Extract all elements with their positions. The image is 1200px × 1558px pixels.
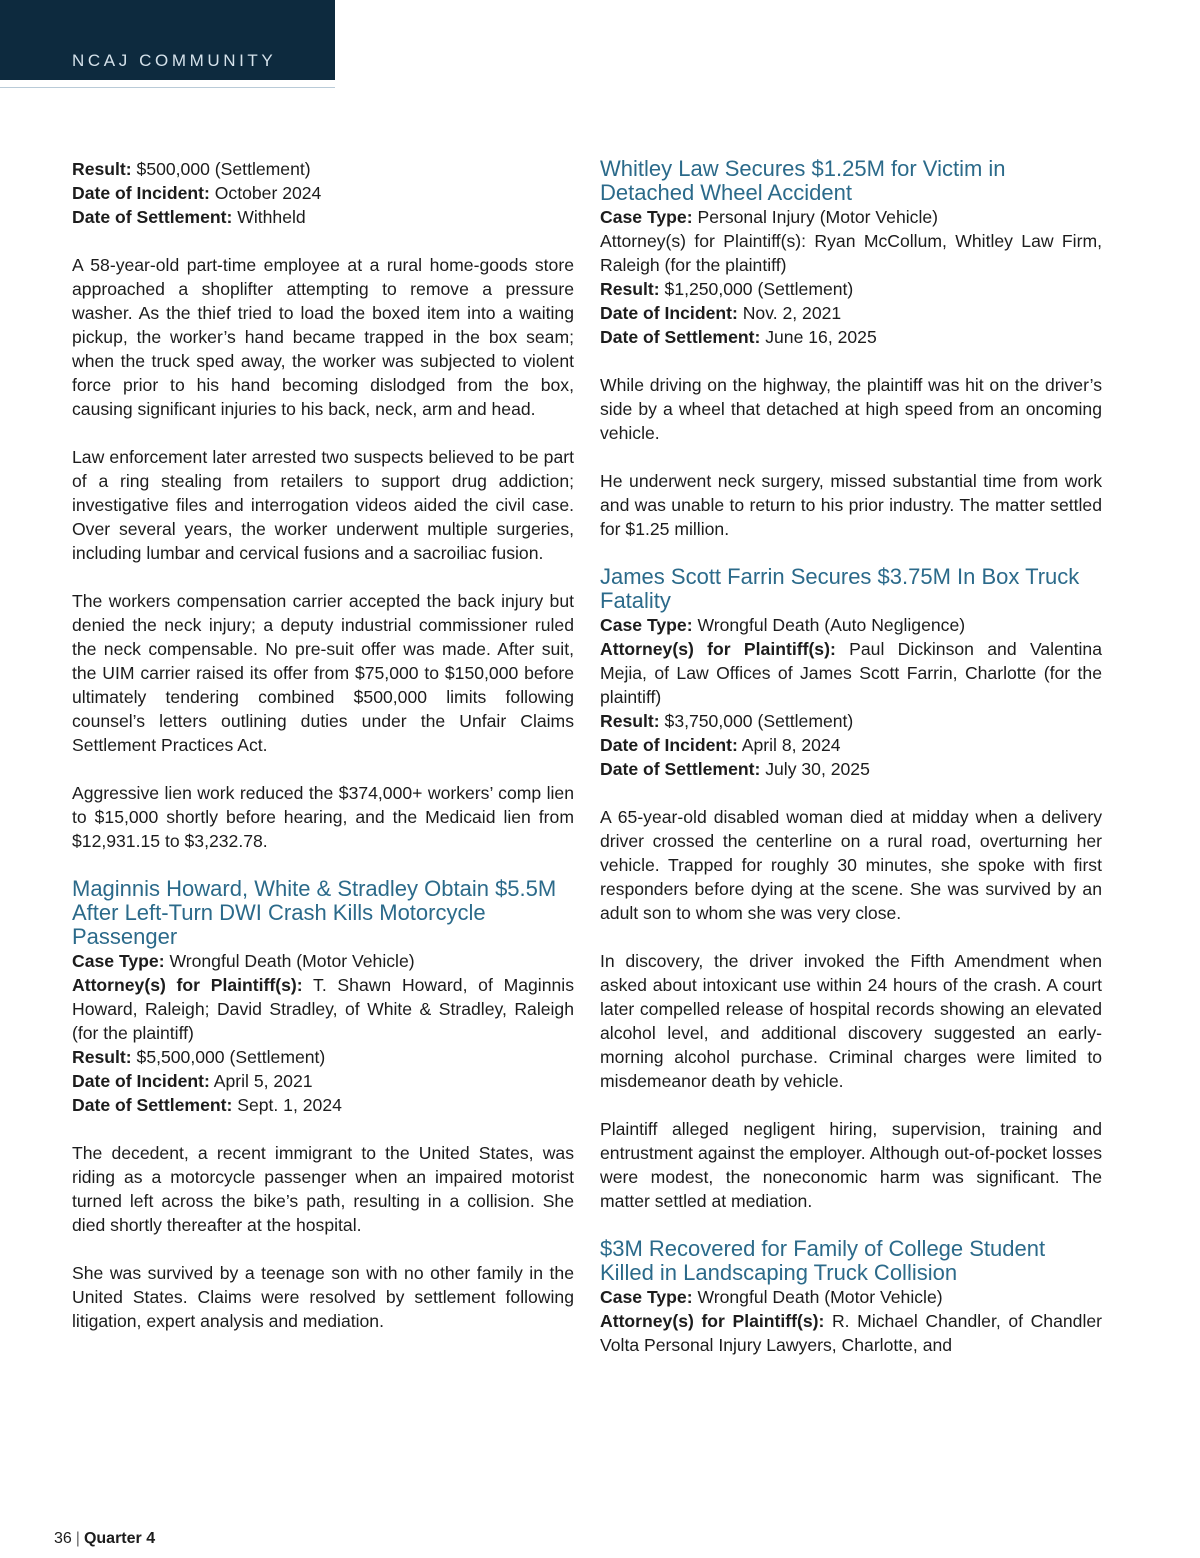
case-attorney-line: Attorney(s) for Plaintiff(s): Paul Dickinson and Valentina Mejia, of Law Offices of James Scott Farrin, Charlotte (for the plaintiff) [600,639,1102,707]
case-incident-line: Date of Incident: April 8, 2024 [600,735,841,755]
case-type-line: Case Type: Personal Injury (Motor Vehicle) [600,207,939,227]
case-settlement-line: Date of Settlement: June 16, 2025 [600,327,877,347]
case-settlement-line: Date of Settlement: Sept. 1, 2024 [72,1095,342,1115]
case-result-line: Result: $1,250,000 (Settlement) [600,279,854,299]
case-incident-line: Date of Incident: April 5, 2021 [72,1071,313,1091]
page-number: 36 [54,1530,72,1547]
case-attorney-line: Attorney(s) for Plaintiff(s): Ryan McCollum, Whitley Law Firm, Raleigh (for the plaintiff) [600,231,1102,275]
body-paragraph: In discovery, the driver invoked the Fifth Amendment when asked about intoxicant use within 24 hours of the crash. A court later compelled release of hospital records showing an elevated alcohol level, and additional discovery suggested an early-morning alcohol purchase. Criminal charges were limited to misdemeanor death by vehicle. [600,951,1102,1091]
body-paragraph: She was survived by a teenage son with no other family in the United States. Claims were resolved by settlement following litigation, expert analysis and mediation. [72,1263,574,1331]
case-heading: Maginnis Howard, White & Stradley Obtain $5.5M After Left-Turn DWI Crash Kills Motorcycle Passenger [72,876,557,949]
body-paragraph: The decedent, a recent immigrant to the United States, was riding as a motorcycle passenger when an impaired motorist turned left across the bike’s path, resulting in a collision. She died shortly thereafter at the hospital. [72,1143,574,1235]
right-column [600,157,1102,1357]
left-column [72,157,574,1333]
issue-label: Quarter 4 [83,1530,156,1547]
case-settlement-line: Date of Settlement: Withheld [72,207,306,227]
body-paragraph: The workers compensation carrier accepted the back injury but denied the neck injury; a deputy industrial commissioner ruled the neck compensable. No pre-suit offer was made. After suit, the UIM carrier raised its offer from $75,000 to $150,000 before ultimately tendering combined $500,000 limits following counsel’s letters outlining duties under the Unfair Claims Settlement Practices Act. [72,591,574,755]
case-result-line: Result: $3,750,000 (Settlement) [600,711,854,731]
case-type-line: Case Type: Wrongful Death (Motor Vehicle) [600,1287,943,1307]
case-result-line: Result: $500,000 (Settlement) [72,159,311,179]
case-type-line: Case Type: Wrongful Death (Motor Vehicle) [72,951,415,971]
body-paragraph: Aggressive lien work reduced the $374,000+ workers’ comp lien to $15,000 shortly before hearing, and the Medicaid lien from $12,931.15 to $3,232.78. [72,783,574,851]
case-incident-line: Date of Incident: October 2024 [72,183,322,203]
body-paragraph: A 65-year-old disabled woman died at midday when a delivery driver crossed the centerline on a rural road, overturning her vehicle. Trapped for roughly 30 minutes, she spoke with first responders before dying at the scene. She was survived by an adult son to whom she was very close. [600,807,1102,923]
case-attorney-line: Attorney(s) for Plaintiff(s): R. Michael Chandler, of Chandler Volta Personal Injury Lawyers, Charlotte, and [600,1311,1103,1355]
page-footer [54,1530,155,1548]
case-type-line: Case Type: Wrongful Death (Auto Negligence) [600,615,966,635]
body-paragraph: While driving on the highway, the plaintiff was hit on the driver’s side by a wheel that detached at high speed from an oncoming vehicle. [600,375,1102,443]
body-paragraph: Plaintiff alleged negligent hiring, supervision, training and entrustment against the employer. Although out-of-pocket losses were modest, the noneconomic harm was significant. The matter settled at mediation. [600,1119,1102,1211]
case-heading: Whitley Law Secures $1.25M for Victim in Detached Wheel Accident [600,156,1006,205]
body-paragraph: He underwent neck surgery, missed substantial time from work and was unable to return to his prior industry. The matter settled for $1.25 million. [600,471,1102,539]
section-title: NCAJ COMMUNITY [72,51,277,70]
case-incident-line: Date of Incident: Nov. 2, 2021 [600,303,842,323]
footer-separator: | [75,1530,80,1547]
case-settlement-line: Date of Settlement: July 30, 2025 [600,759,870,779]
case-attorney-line: Attorney(s) for Plaintiff(s): T. Shawn Howard, of Maginnis Howard, Raleigh; David Stradley, of White & Stradley, Raleigh (for the plaintiff) [72,975,574,1043]
case-heading: James Scott Farrin Secures $3.75M In Box Truck Fatality [600,564,1080,613]
header-band [0,0,335,80]
case-heading: $3M Recovered for Family of College Student Killed in Landscaping Truck Collision [600,1236,1046,1285]
header-rule [0,87,335,88]
body-paragraph: A 58-year-old part-time employee at a rural home-goods store approached a shoplifter attempting to remove a pressure washer. As the thief tried to load the boxed item into a waiting pickup, the worker’s hand became trapped in the box seam; when the truck sped away, the worker was subjected to violent force prior to his hand becoming dislodged from the box, causing significant injuries to his back, neck, arm and head. [72,255,574,419]
case-result-line: Result: $5,500,000 (Settlement) [72,1047,326,1067]
body-paragraph: Law enforcement later arrested two suspects believed to be part of a ring stealing from retailers to support drug addiction; investigative files and interrogation videos aided the civil case. Over several years, the worker underwent multiple surgeries, including lumbar and cervical fusions and a sacroiliac fusion. [72,447,574,563]
